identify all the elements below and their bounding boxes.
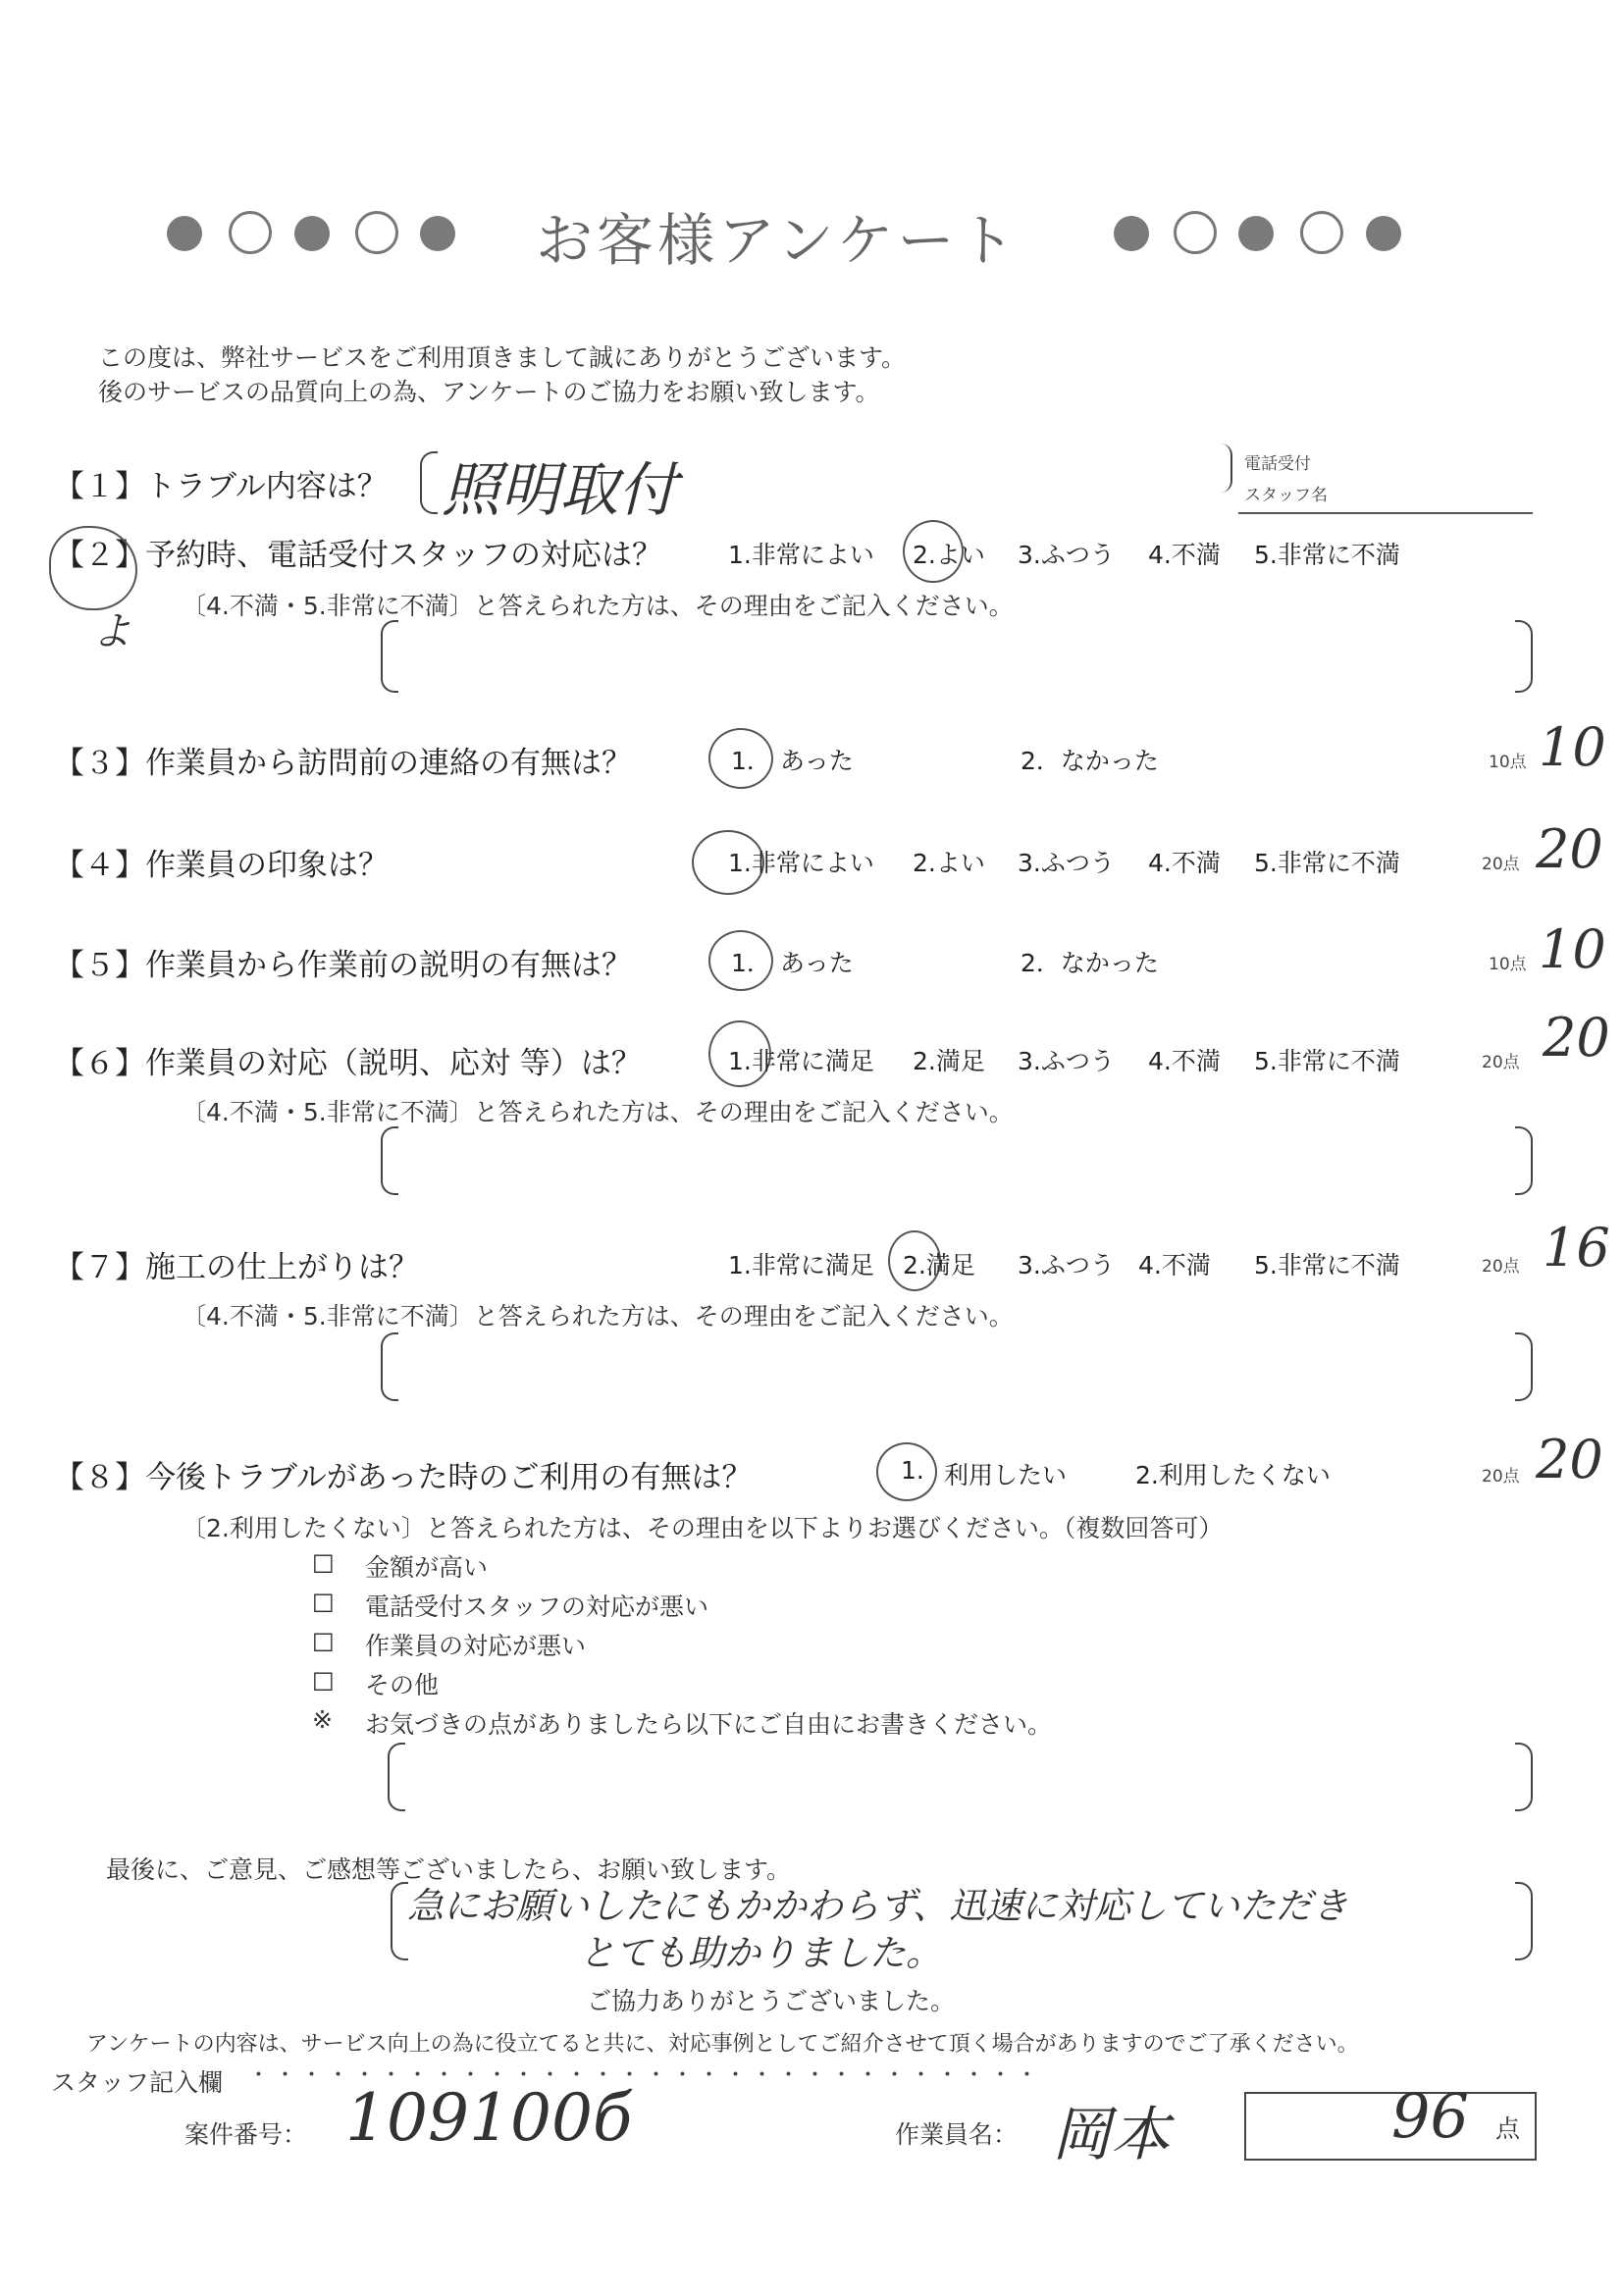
q8-score: 20 bbox=[1536, 1429, 1603, 1490]
q8-free-bracket-right bbox=[1515, 1743, 1533, 1811]
q4-label: 【４】作業員の印象は？ bbox=[54, 848, 389, 883]
staff-underline bbox=[1238, 512, 1533, 514]
q7-score: 16 bbox=[1543, 1217, 1610, 1278]
q6-note: 〔4.不満・5.非常に不満〕と答えられた方は、その理由をご記入ください。 bbox=[182, 1098, 1014, 1126]
q6-option-5[interactable]: 5.非常に不満 bbox=[1254, 1047, 1400, 1075]
q8-label: 【８】今後トラブルがあった時のご利用の有無は？ bbox=[54, 1460, 753, 1495]
decor-dot bbox=[167, 216, 202, 251]
q1-bracket-left bbox=[420, 451, 438, 514]
decor-circle bbox=[1300, 211, 1343, 254]
decor-circle bbox=[229, 211, 272, 254]
q7-option-5[interactable]: 5.非常に不満 bbox=[1254, 1251, 1400, 1279]
q1-answer[interactable]: 照明取付 bbox=[442, 456, 677, 525]
q8-free-note: お気づきの点がありましたら以下にご自由にお書きください。 bbox=[365, 1710, 1053, 1739]
q8-checkbox-2-label: 電話受付スタッフの対応が悪い bbox=[365, 1592, 709, 1621]
q6-option-1[interactable]: 1.非常に満足 bbox=[728, 1047, 874, 1075]
q6-max-points: 20点 bbox=[1482, 1053, 1520, 1072]
q4-option-1[interactable]: 1.非常によい bbox=[728, 849, 874, 877]
q8-free-note-mark: ※ bbox=[312, 1705, 333, 1734]
total-score-unit: 点 bbox=[1495, 2114, 1521, 2143]
disclaimer-text: アンケートの内容は、サービス向上の為に役立てると共に、対応事例としてご紹介させて頂く場合がありますのでご了承ください。 bbox=[86, 2032, 1359, 2057]
decor-dot bbox=[1114, 216, 1149, 251]
q6-option-3[interactable]: 3.ふつう bbox=[1018, 1047, 1115, 1075]
q6-option-4[interactable]: 4.不満 bbox=[1148, 1047, 1221, 1075]
q7-label: 【７】施工の仕上がりは？ bbox=[54, 1250, 419, 1285]
q2-option-4[interactable]: 4.不満 bbox=[1148, 541, 1221, 569]
q8-checkbox-1-label: 金額が高い bbox=[365, 1553, 489, 1582]
q5-label: 【５】作業員から作業前の説明の有無は？ bbox=[54, 948, 632, 983]
q3-label: 【３】作業員から訪問前の連絡の有無は？ bbox=[54, 746, 632, 781]
q1-label: 【１】トラブル内容は？ bbox=[54, 469, 388, 504]
q5-option-1-text[interactable]: あった bbox=[780, 949, 854, 977]
decor-circle bbox=[1174, 211, 1217, 254]
q7-option-2[interactable]: 2.満足 bbox=[903, 1251, 975, 1279]
q6-option-2[interactable]: 2.満足 bbox=[913, 1047, 985, 1075]
decor-circle bbox=[355, 211, 398, 254]
staff-label-name: スタッフ名 bbox=[1244, 486, 1328, 505]
decor-dot bbox=[1366, 216, 1401, 251]
q6-label: 【６】作業員の対応（説明、応対 等）は？ bbox=[54, 1046, 642, 1081]
q8-checkbox-3[interactable]: □ bbox=[312, 1627, 335, 1654]
thanks-text: ご協力ありがとうございました。 bbox=[587, 1987, 956, 2015]
q2-label: 【２】予約時、電話受付スタッフの対応は？ bbox=[54, 538, 662, 573]
q5-option-1[interactable]: 1． bbox=[731, 949, 771, 977]
worker-name-label: 作業員名： bbox=[895, 2120, 1019, 2149]
q6-reason-bracket-right bbox=[1515, 1126, 1533, 1195]
q4-score: 20 bbox=[1536, 818, 1603, 880]
total-score[interactable]: 96 bbox=[1391, 2080, 1469, 2152]
q4-option-3[interactable]: 3.ふつう bbox=[1018, 849, 1115, 877]
q4-max-points: 20点 bbox=[1482, 855, 1520, 874]
q7-option-4[interactable]: 4.不満 bbox=[1138, 1251, 1211, 1279]
q4-option-2[interactable]: 2.よい bbox=[913, 849, 985, 877]
final-comment-line-2[interactable]: とても助かりました。 bbox=[579, 1932, 942, 1974]
q8-checkbox-4-label: その他 bbox=[365, 1671, 440, 1699]
decor-dot bbox=[420, 216, 455, 251]
final-bracket-left bbox=[391, 1882, 408, 1960]
q8-free-bracket-left bbox=[388, 1743, 405, 1811]
q2-mark: よ bbox=[92, 609, 131, 654]
q8-option-1[interactable]: 1. bbox=[901, 1456, 924, 1485]
q3-option-1-text[interactable]: あった bbox=[780, 747, 854, 775]
q7-reason-bracket-right bbox=[1515, 1332, 1533, 1401]
q7-option-3[interactable]: 3.ふつう bbox=[1018, 1251, 1115, 1279]
q5-max-points: 10点 bbox=[1489, 955, 1527, 974]
q2-option-1[interactable]: 1.非常によい bbox=[728, 541, 874, 569]
q8-checkbox-3-label: 作業員の対応が悪い bbox=[365, 1632, 587, 1660]
page-title: お客様アンケート bbox=[536, 207, 1020, 274]
q8-checkbox-1[interactable]: □ bbox=[312, 1548, 335, 1576]
final-comment-line-1[interactable]: 急にお願いしたにもかかわらず、迅速に対応していただき bbox=[407, 1885, 1349, 1927]
q5-option-2[interactable]: 2．なかった bbox=[1021, 949, 1159, 977]
q4-option-4[interactable]: 4.不満 bbox=[1148, 849, 1221, 877]
q8-note: 〔2.利用したくない〕と答えられた方は、その理由を以下よりお選びください。（複数回答可） bbox=[182, 1514, 1224, 1542]
intro-line-2: 後のサービスの品質向上の為、アンケートのご協力をお願い致します。 bbox=[98, 378, 880, 406]
q7-max-points: 20点 bbox=[1482, 1257, 1520, 1277]
q3-score: 10 bbox=[1539, 716, 1606, 778]
staff-label-phone: 電話受付 bbox=[1244, 454, 1311, 474]
q3-option-2[interactable]: 2．なかった bbox=[1021, 747, 1159, 775]
staff-bracket bbox=[1217, 444, 1232, 493]
case-number-label: 案件番号： bbox=[184, 2120, 308, 2149]
q8-option-1-text[interactable]: 利用したい bbox=[944, 1461, 1068, 1489]
q6-score: 20 bbox=[1543, 1007, 1610, 1069]
decor-dot bbox=[1238, 216, 1274, 251]
q8-checkbox-4[interactable]: □ bbox=[312, 1666, 335, 1694]
q7-option-1[interactable]: 1.非常に満足 bbox=[728, 1251, 874, 1279]
q7-reason-bracket-left bbox=[381, 1332, 398, 1401]
total-score-box bbox=[1244, 2092, 1537, 2161]
q4-option-5[interactable]: 5.非常に不満 bbox=[1254, 849, 1400, 877]
q2-note: 〔4.不満・5.非常に不満〕と答えられた方は、その理由をご記入ください。 bbox=[182, 592, 1014, 620]
final-bracket-right bbox=[1515, 1882, 1533, 1960]
q8-checkbox-2[interactable]: □ bbox=[312, 1588, 335, 1615]
q6-reason-bracket-left bbox=[381, 1126, 398, 1195]
q3-option-1[interactable]: 1． bbox=[731, 747, 771, 775]
q2-option-3[interactable]: 3.ふつう bbox=[1018, 541, 1115, 569]
q3-max-points: 10点 bbox=[1489, 753, 1527, 772]
staff-section-dots: ･･････････････････････････････ bbox=[253, 2063, 1049, 2088]
q2-option-2[interactable]: 2.よい bbox=[913, 541, 985, 569]
q8-option-2[interactable]: 2.利用したくない bbox=[1135, 1461, 1331, 1489]
q5-score: 10 bbox=[1539, 918, 1606, 980]
worker-name[interactable]: 岡本 bbox=[1052, 2101, 1170, 2169]
final-prompt: 最後に、ご意見、ご感想等ございましたら、お願い致します。 bbox=[106, 1855, 792, 1884]
intro-line-1: この度は、弊社サービスをご利用頂きまして誠にありがとうございます。 bbox=[98, 343, 907, 372]
case-number[interactable]: 109100б bbox=[345, 2080, 633, 2156]
q2-option-5[interactable]: 5.非常に不満 bbox=[1254, 541, 1400, 569]
staff-section-label: スタッフ記入欄 bbox=[51, 2068, 224, 2097]
q2-reason-bracket-right bbox=[1515, 620, 1533, 693]
q7-note: 〔4.不満・5.非常に不満〕と答えられた方は、その理由をご記入ください。 bbox=[182, 1302, 1014, 1331]
decor-dot bbox=[294, 216, 330, 251]
q8-max-points: 20点 bbox=[1482, 1467, 1520, 1487]
q2-reason-bracket-left bbox=[381, 620, 398, 693]
q2-circle-mark bbox=[49, 526, 137, 610]
